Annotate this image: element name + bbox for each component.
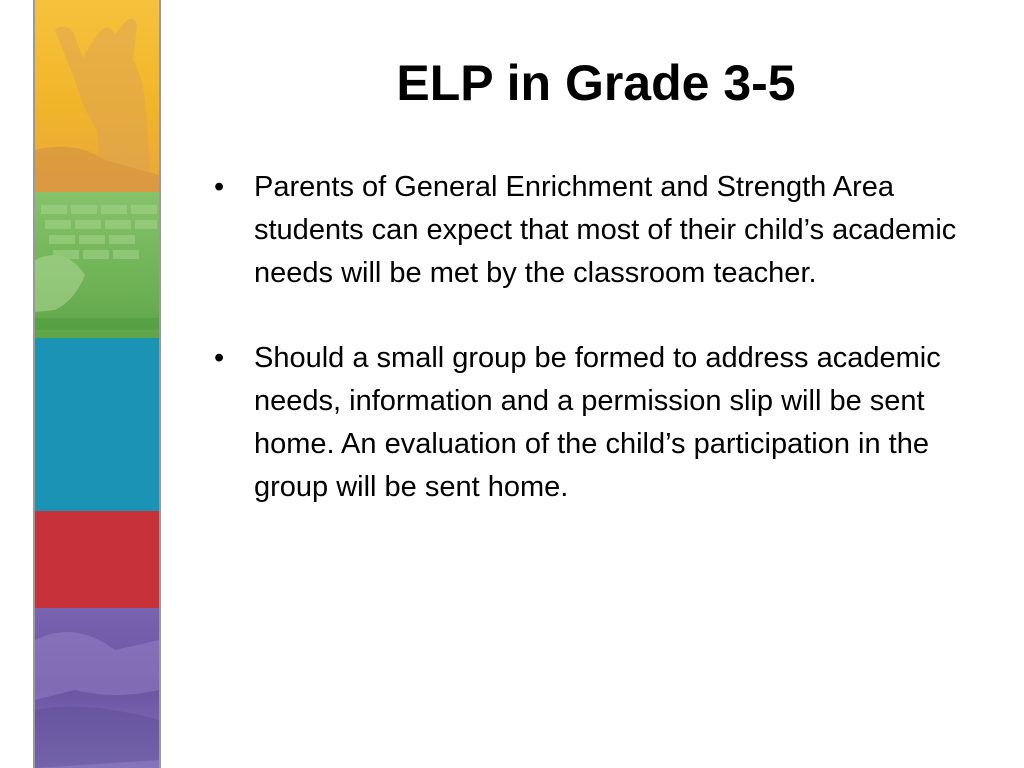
bullet-dot-icon: • xyxy=(214,171,225,203)
book-image xyxy=(35,632,159,768)
bullet-item xyxy=(210,337,1010,509)
bullet-text: Parents of General Enrichment and Strength Area students can expect that most of their child’s academic needs will be met by the classroom teacher. xyxy=(254,171,957,289)
keyboard-image xyxy=(35,205,159,330)
bullet-item xyxy=(210,166,1010,295)
bullet-list xyxy=(210,166,1010,551)
decorative-color-strip xyxy=(33,0,161,768)
bullet-text: Should a small group be formed to address academic needs, information and a permission slip will be sent home. An evaluation of the child’s participation in the group will be sent home. xyxy=(254,342,941,503)
raised-hand-image xyxy=(35,19,159,192)
strip-photo-overlay xyxy=(35,0,159,768)
slide-title: ELP in Grade 3-5 xyxy=(396,55,796,111)
bullet-dot-icon: • xyxy=(214,342,225,374)
